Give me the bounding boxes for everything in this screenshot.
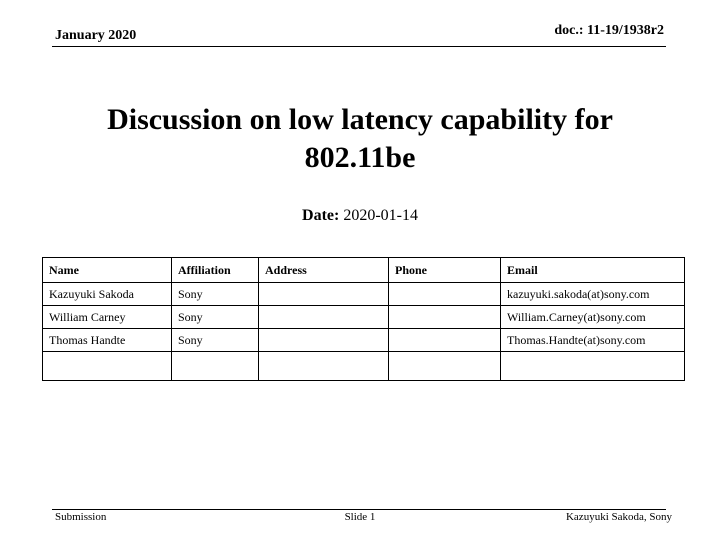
cell-phone (389, 352, 501, 381)
cell-address (259, 329, 389, 352)
cell-affiliation: Sony (172, 306, 259, 329)
footer-submission: Submission (55, 511, 107, 523)
header-doc-id: doc.: 11-19/1938r2 (554, 23, 664, 38)
cell-phone (389, 329, 501, 352)
header-divider (52, 46, 666, 47)
cell-address (259, 306, 389, 329)
table-row (43, 283, 685, 306)
cell-affiliation (172, 352, 259, 381)
table-row (43, 352, 685, 381)
cell-name: Thomas Handte (43, 329, 172, 352)
header-date: January 2020 (55, 28, 137, 43)
authors-table (42, 257, 685, 381)
column-header-address: Address (259, 258, 389, 283)
cell-email: William.Carney(at)sony.com (501, 306, 685, 329)
cell-email: Thomas.Handte(at)sony.com (501, 329, 685, 352)
footer-author: Kazuyuki Sakoda, Sony (565, 511, 672, 523)
column-header-email: Email (501, 258, 685, 283)
cell-name (43, 352, 172, 381)
cell-phone (389, 306, 501, 329)
cell-name: William Carney (43, 306, 172, 329)
table-row (43, 306, 685, 329)
date-value: 2020-01-14 (343, 207, 418, 224)
slide-date (0, 207, 720, 225)
cell-email (501, 352, 685, 381)
date-label: Date: (302, 207, 340, 224)
column-header-phone: Phone (389, 258, 501, 283)
table-row (43, 329, 685, 352)
cell-affiliation: Sony (172, 283, 259, 306)
cell-phone (389, 283, 501, 306)
cell-address (259, 352, 389, 381)
column-header-affiliation: Affiliation (172, 258, 259, 283)
cell-affiliation: Sony (172, 329, 259, 352)
cell-address (259, 283, 389, 306)
cell-name: Kazuyuki Sakoda (43, 283, 172, 306)
slide-title: Discussion on low latency capability for 802.11be (107, 103, 613, 174)
table-header-row (43, 258, 685, 283)
column-header-name: Name (43, 258, 172, 283)
cell-email: kazuyuki.sakoda(at)sony.com (501, 283, 685, 306)
footer-slide-number: Slide 1 (344, 511, 376, 523)
footer-divider (52, 509, 666, 510)
